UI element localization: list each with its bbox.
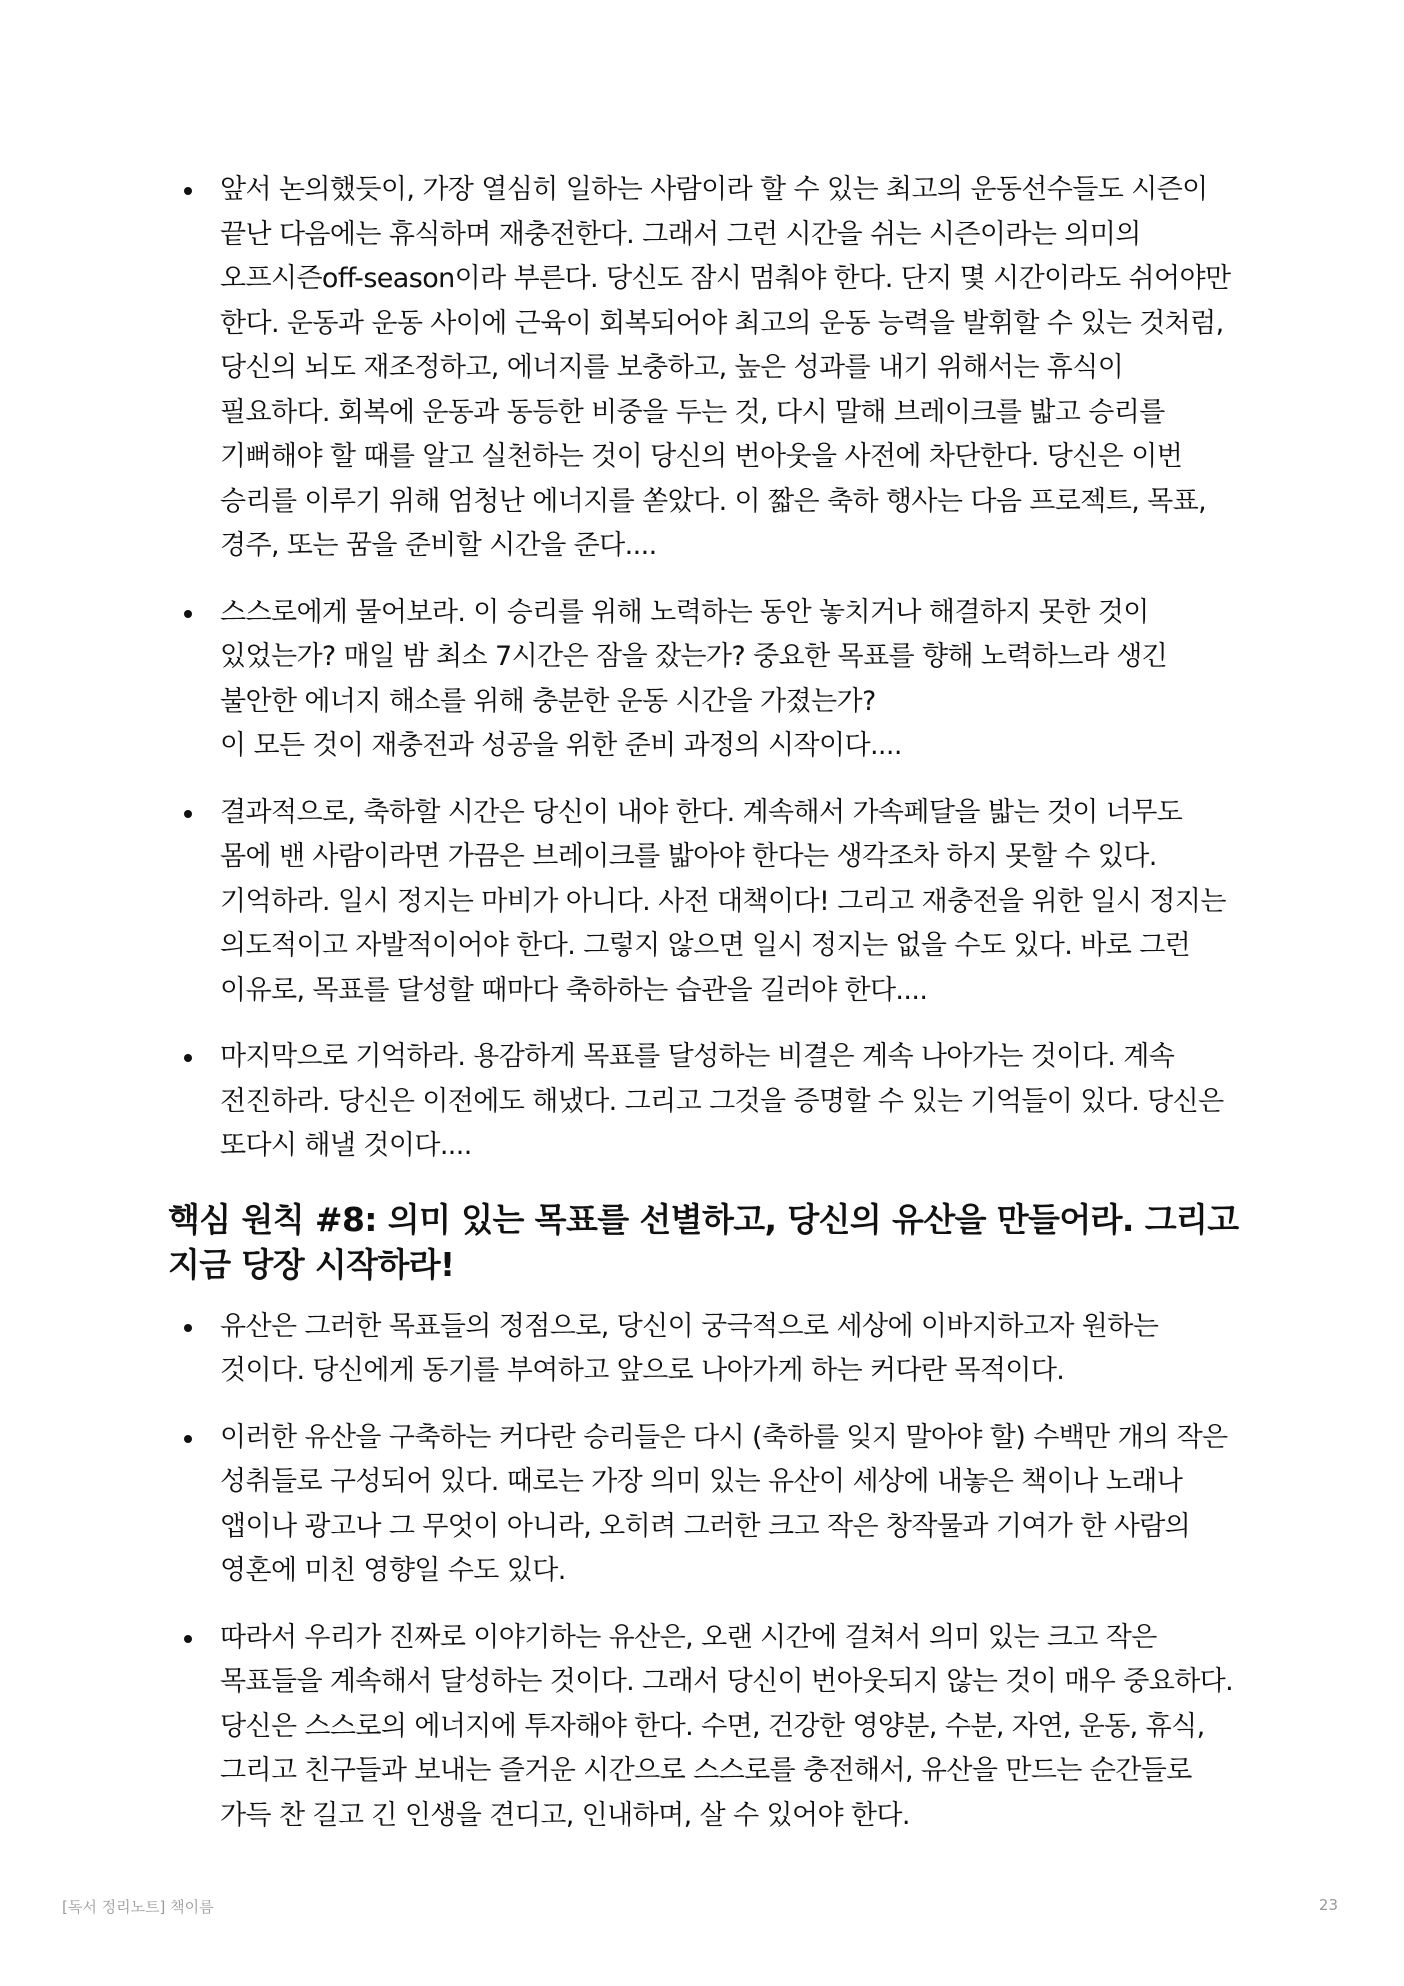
list-item bbox=[168, 1035, 1240, 1169]
list-item bbox=[168, 591, 1240, 769]
list-item-text: 마지막으로 기억하라. 용감하게 목표를 달성하는 비결은 계속 나아가는 것이다. 계속 전진하라. 당신은 이전에도 해냈다. 그리고 그것을 증명할 수 있는 기억들이 있다. 당신은 또다시 해낼 것이다.... bbox=[220, 1041, 1224, 1161]
list-item-text: 유산은 그러한 목표들의 정점으로, 당신이 궁극적으로 세상에 이바지하고자 원하는 것이다. 당신에게 동기를 부여하고 앞으로 나아가게 하는 커다란 목적이다. bbox=[220, 1310, 1159, 1386]
list-item-text: 스스로에게 물어보라. 이 승리를 위해 노력하는 동안 놓치거나 해결하지 못한 것이 있었는가? 매일 밤 최소 7시간은 잠을 잤는가? 중요한 목표를 향해 노력하느라 생긴 불안한 에너지 해소를 위해 충분한 운동 시간을 가졌는가? bbox=[220, 596, 1168, 717]
list-item bbox=[168, 1616, 1240, 1839]
list-item-text: 이러한 유산을 구축하는 커다란 승리들은 다시 (축하를 잊지 말아야 할) 수백만 개의 작은 성취들로 구성되어 있다. 때로는 가장 의미 있는 유산이 세상에 내놓은 책이나 노래나 앱이나 광고나 그 무엇이 아니라, 오히려 그러한 크고 작은 창작물과 기여가 한 사람의 영혼에 미친 영향일 수도 있다. bbox=[220, 1421, 1228, 1586]
list-item bbox=[168, 1305, 1240, 1394]
list-item bbox=[168, 791, 1240, 1014]
page-content bbox=[168, 168, 1240, 1860]
page-number: 23 bbox=[1318, 1896, 1338, 1914]
list-item-text: 따라서 우리가 진짜로 이야기하는 유산은, 오랜 시간에 걸쳐서 의미 있는 크고 작은 목표들을 계속해서 달성하는 것이다. 그래서 당신이 번아웃되지 않는 것이 매우 중요하다. 당신은 스스로의 에너지에 투자해야 한다. 수면, 건강한 영양분, 수분, 자연, 운동, 휴식, 그리고 친구들과 보내는 즐거운 시간으로 스스로를 충전해서, 유산을 만드는 순간들로 가득 찬 길고 긴 인생을 견디고, 인내하며, 살 수 있어야 한다. bbox=[220, 1621, 1234, 1831]
list-item bbox=[168, 168, 1240, 569]
bullet-list-1 bbox=[168, 168, 1240, 1169]
bullet-list-2 bbox=[168, 1305, 1240, 1839]
section-heading: 핵심 원칙 #8: 의미 있는 목표를 선별하고, 당신의 유산을 만들어라. 그리고 지금 당장 시작하라! bbox=[168, 1199, 1239, 1284]
list-item bbox=[168, 1416, 1240, 1594]
list-item-text: 결과적으로, 축하할 시간은 당신이 내야 한다. 계속해서 가속페달을 밟는 것이 너무도 몸에 밴 사람이라면 가끔은 브레이크를 밟아야 한다는 생각조차 하지 못할 수 있다. 기억하라. 일시 정지는 마비가 아니다. 사전 대책이다! 그리고 재충전을 위한 일시 정지는 의도적이고 자발적이어야 한다. 그렇지 않으면 일시 정지는 없을 수도 있다. 바로 그런 이유로, 목표를 달성할 때마다 축하하는 습관을 길러야 한다.... bbox=[220, 796, 1226, 1006]
footer-book-title: [독서 정리노트] 책이름 bbox=[62, 1898, 214, 1916]
list-item-text-continued: 이 모든 것이 재충전과 성공을 위한 준비 과정의 시작이다.... bbox=[220, 730, 902, 761]
list-item-text: 앞서 논의했듯이, 가장 열심히 일하는 사람이라 할 수 있는 최고의 운동선수들도 시즌이 끝난 다음에는 휴식하며 재충전한다. 그래서 그런 시간을 쉬는 시즌이라는 의미의 오프시즌off-season이라 부른다. 당신도 잠시 멈춰야 한다. 단지 몇 시간이라도 쉬어야만 한다. 운동과 운동 사이에 근육이 회복되어야 최고의 운동 능력을 발휘할 수 있는 것처럼, 당신의 뇌도 재조정하고, 에너지를 보충하고, 높은 성과를 내기 위해서는 휴식이 필요하다. 회복에 운동과 동등한 비중을 두는 것, 다시 말해 브레이크를 밟고 승리를 기뻐해야 할 때를 알고 실천하는 것이 당신의 번아웃을 사전에 차단한다. 당신은 이번 승리를 이루기 위해 엄청난 에너지를 쏟았다. 이 짧은 축하 행사는 다음 프로젝트, 목표, 경주, 또는 꿈을 준비할 시간을 준다.... bbox=[220, 174, 1231, 561]
